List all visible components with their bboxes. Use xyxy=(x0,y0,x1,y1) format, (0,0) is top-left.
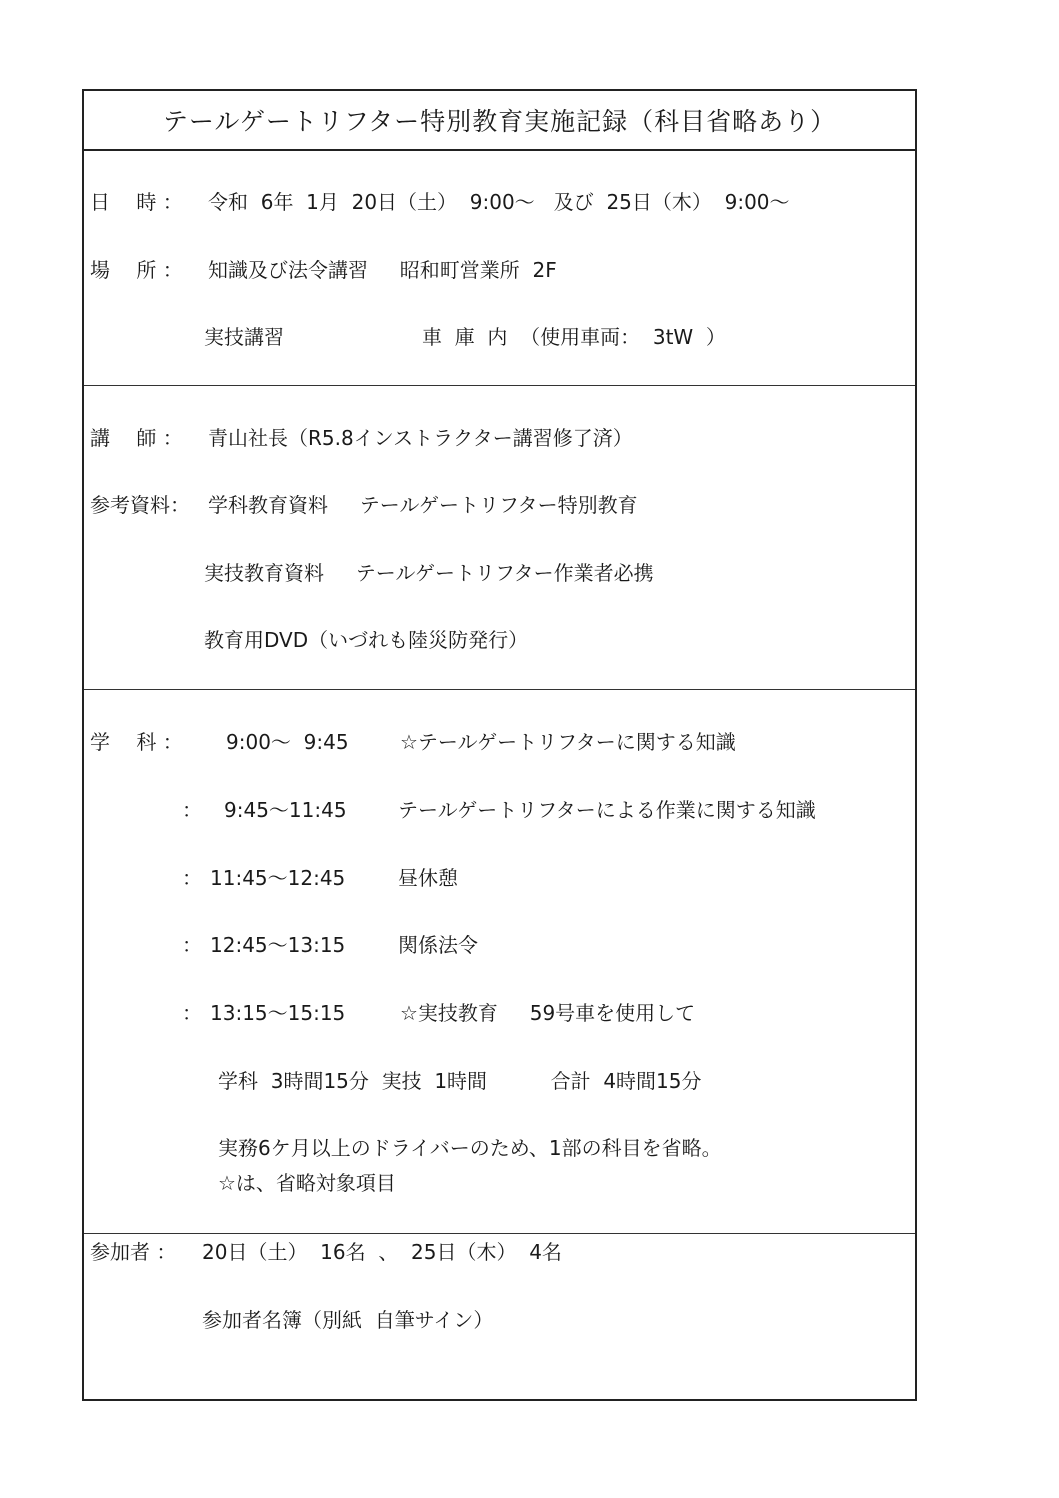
participants-roster: 参加者名簿（別紙 自筆サイン） xyxy=(202,1308,494,1332)
schedule-colon: ： xyxy=(182,866,202,890)
references-label: 参考資料： xyxy=(90,493,190,517)
place-line2-name: 実技講習 xyxy=(204,325,284,349)
references-line3: 教育用DVD（いづれも陸災防発行） xyxy=(204,628,529,652)
schedule-subject: 関係法令 xyxy=(398,933,478,957)
datetime-value: 令和 6年 1月 20日（土） 9:00～ 及び 25日（木） 9:00～ xyxy=(208,190,790,214)
schedule-subject: テールゲートリフターによる作業に関する知識 xyxy=(398,798,816,822)
omission-note: 実務6ケ月以上のドライバーのため、1部の科目を省略。 xyxy=(218,1136,722,1160)
schedule-time: 11:45～12:45 xyxy=(210,866,346,890)
hours-summary: 学科 3時間15分 実技 1時間 合計 4時間15分 xyxy=(218,1069,702,1093)
document-title: テールゲートリフター特別教育実施記録（科目省略あり） xyxy=(84,91,915,151)
participants-value: 20日（土） 16名 、 25日（木） 4名 xyxy=(202,1240,562,1264)
schedule-colon: ： xyxy=(182,798,202,822)
record-form xyxy=(82,89,917,1401)
schedule-subject: 昼休憩 xyxy=(398,866,458,890)
schedule-subject: ☆テールゲートリフターに関する知識 xyxy=(400,730,736,754)
references-line2: 実技教育資料 テールゲートリフター作業者必携 xyxy=(204,561,654,585)
references-line1: 学科教育資料 テールゲートリフター特別教育 xyxy=(208,493,638,517)
schedule-subject: ☆実技教育 59号車を使用して xyxy=(400,1001,696,1025)
datetime-label: 日 時 ： xyxy=(90,190,183,214)
subjects-label: 学 科 ： xyxy=(90,730,183,754)
schedule-colon: ： xyxy=(182,1001,202,1025)
participants-label: 参加者 ： xyxy=(90,1240,177,1264)
section-divider xyxy=(84,385,915,386)
schedule-time: 13:15～15:15 xyxy=(210,1001,346,1025)
schedule-colon: ： xyxy=(182,933,202,957)
instructor-value: 青山社長（R5.8インストラクター講習修了済） xyxy=(208,426,633,450)
place-line1: 知識及び法令講習 昭和町営業所 2F xyxy=(208,258,557,282)
omission-legend: ☆は、省略対象項目 xyxy=(218,1171,396,1195)
section-divider xyxy=(84,1233,915,1234)
instructor-label: 講 師 ： xyxy=(90,426,183,450)
schedule-time: 9:00～ 9:45 xyxy=(226,730,349,754)
schedule-time: 12:45～13:15 xyxy=(210,933,346,957)
place-line2-value: 車 庫 内 （使用車両： 3tW ） xyxy=(422,325,726,349)
schedule-time: 9:45～11:45 xyxy=(224,798,347,822)
section-divider xyxy=(84,689,915,690)
place-label: 場 所 ： xyxy=(90,258,183,282)
